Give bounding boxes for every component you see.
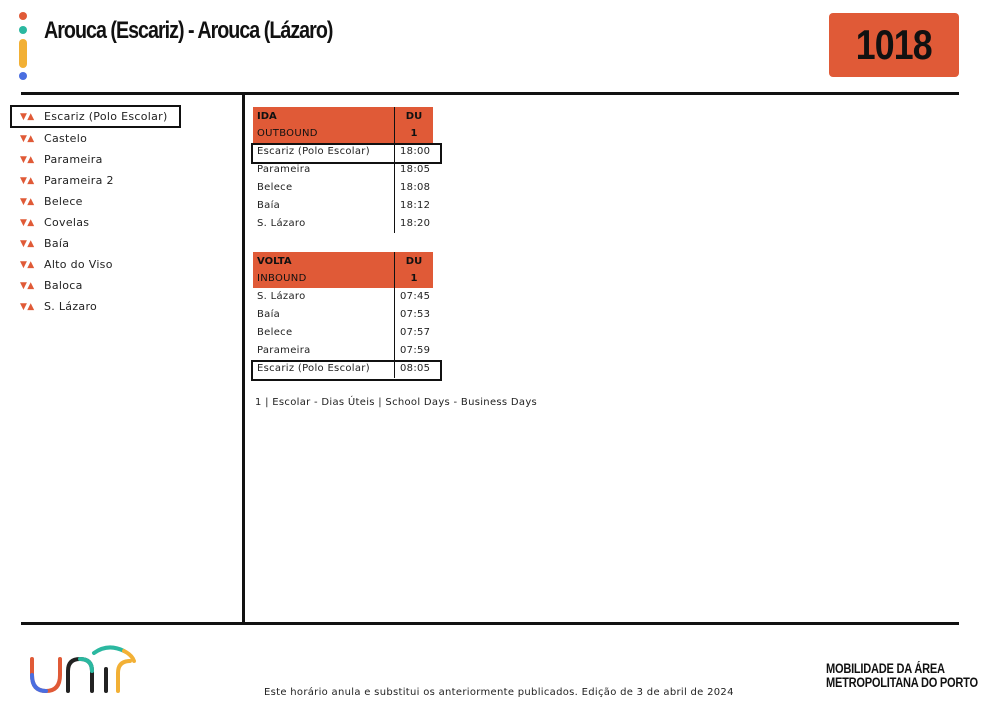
departure-time: 08:05: [400, 363, 431, 374]
amp-brand: [826, 662, 978, 690]
departure-time: 07:45: [400, 291, 431, 302]
outbound-col-sub: 1: [410, 128, 418, 139]
departure-time: 07:57: [400, 327, 431, 338]
stop-label: Parameira 2: [44, 174, 114, 187]
stop-name: Belece: [257, 182, 293, 193]
stop-item[interactable]: [19, 233, 234, 254]
outbound-header: [253, 107, 433, 143]
direction-arrows-icon: ▼▲: [20, 301, 35, 312]
teal-dot: [19, 26, 27, 34]
stop-label: Belece: [44, 195, 83, 208]
stop-name: Parameira: [257, 345, 311, 356]
outbound-col-title: DU: [405, 111, 423, 122]
red-dot: [19, 12, 27, 20]
direction-arrows-icon: ▼▲: [20, 259, 35, 270]
stop-item[interactable]: [19, 170, 234, 191]
inbound-col-sub: 1: [410, 273, 418, 284]
stop-item[interactable]: [19, 296, 234, 317]
yellow-bar: [19, 39, 27, 68]
inbound-title: VOLTA: [257, 256, 292, 267]
footer-divider: [21, 622, 959, 625]
direction-arrows-icon: ▼▲: [20, 238, 35, 249]
stop-label: Baía: [44, 237, 70, 250]
departure-time: 07:53: [400, 309, 431, 320]
column-divider: [242, 92, 245, 624]
stop-item[interactable]: [19, 254, 234, 275]
stop-label: Alto do Viso: [44, 258, 113, 271]
stop-item[interactable]: [19, 191, 234, 212]
departure-time: 18:20: [400, 218, 431, 229]
amp-brand-line1: MOBILIDADE DA ÁREA: [826, 661, 945, 676]
inbound-rows: [253, 288, 433, 378]
stop-item[interactable]: [19, 275, 234, 296]
stop-label: Escariz (Polo Escolar): [44, 110, 168, 123]
outbound-timetable: [253, 107, 433, 233]
stop-item[interactable]: [19, 212, 234, 233]
stop-item[interactable]: [19, 128, 234, 149]
inbound-timetable: [253, 252, 433, 378]
direction-arrows-icon: ▼▲: [20, 133, 35, 144]
departure-time: 18:08: [400, 182, 431, 193]
timetable-row: [253, 215, 433, 233]
direction-arrows-icon: ▼▲: [20, 280, 35, 291]
timetable-row: [253, 306, 433, 324]
stop-name: Baía: [257, 309, 281, 320]
direction-arrows-icon: ▼▲: [20, 175, 35, 186]
departure-time: 18:05: [400, 164, 431, 175]
stop-name: Baía: [257, 200, 281, 211]
stop-label: Parameira: [44, 153, 103, 166]
inbound-col-title: DU: [405, 256, 423, 267]
stop-name: S. Lázaro: [257, 291, 306, 302]
route-number: 1018: [855, 21, 933, 68]
stop-label: S. Lázaro: [44, 300, 98, 313]
stop-name: Escariz (Polo Escolar): [257, 146, 370, 157]
direction-arrows-icon: ▼▲: [20, 111, 35, 122]
stop-name: Parameira: [257, 164, 311, 175]
direction-arrows-icon: ▼▲: [20, 196, 35, 207]
stop-name: Belece: [257, 327, 293, 338]
page-title: Arouca (Escariz) - Arouca (Lázaro): [44, 17, 333, 44]
departure-time: 18:00: [400, 146, 431, 157]
stop-label: Baloca: [44, 279, 83, 292]
stop-label: Castelo: [44, 132, 88, 145]
direction-arrows-icon: ▼▲: [20, 154, 35, 165]
departure-time: 07:59: [400, 345, 431, 356]
stop-name: Escariz (Polo Escolar): [257, 363, 370, 374]
edition-note: Este horário anula e substitui os anteriormente publicados. Edição de 3 de abril de 2024: [264, 687, 734, 698]
stop-item[interactable]: [12, 107, 179, 126]
timetable-row: [253, 324, 433, 342]
departure-time: 18:12: [400, 200, 431, 211]
legend-note: 1 | Escolar - Dias Úteis | School Days - Business Days: [255, 397, 538, 408]
outbound-title: IDA: [257, 111, 277, 122]
header-divider: [21, 92, 959, 95]
inbound-header: [253, 252, 433, 288]
timetable-row: [253, 360, 433, 378]
inbound-subtitle: INBOUND: [257, 273, 307, 284]
timetable-row: [253, 143, 433, 161]
stop-item[interactable]: [19, 149, 234, 170]
timetable-row: [253, 288, 433, 306]
direction-arrows-icon: ▼▲: [20, 217, 35, 228]
stop-name: S. Lázaro: [257, 218, 306, 229]
outbound-subtitle: OUTBOUND: [257, 128, 318, 139]
timetable-row: [253, 161, 433, 179]
outbound-rows: [253, 143, 433, 233]
timetable-row: [253, 179, 433, 197]
stop-label: Covelas: [44, 216, 90, 229]
unir-logo: [28, 645, 153, 697]
timetable-row: [253, 342, 433, 360]
amp-brand-line2: METROPOLITANA DO PORTO: [826, 675, 978, 690]
timetable-row: [253, 197, 433, 215]
route-number-badge: [829, 13, 959, 77]
blue-dot: [19, 72, 27, 80]
stop-list: [19, 107, 234, 317]
